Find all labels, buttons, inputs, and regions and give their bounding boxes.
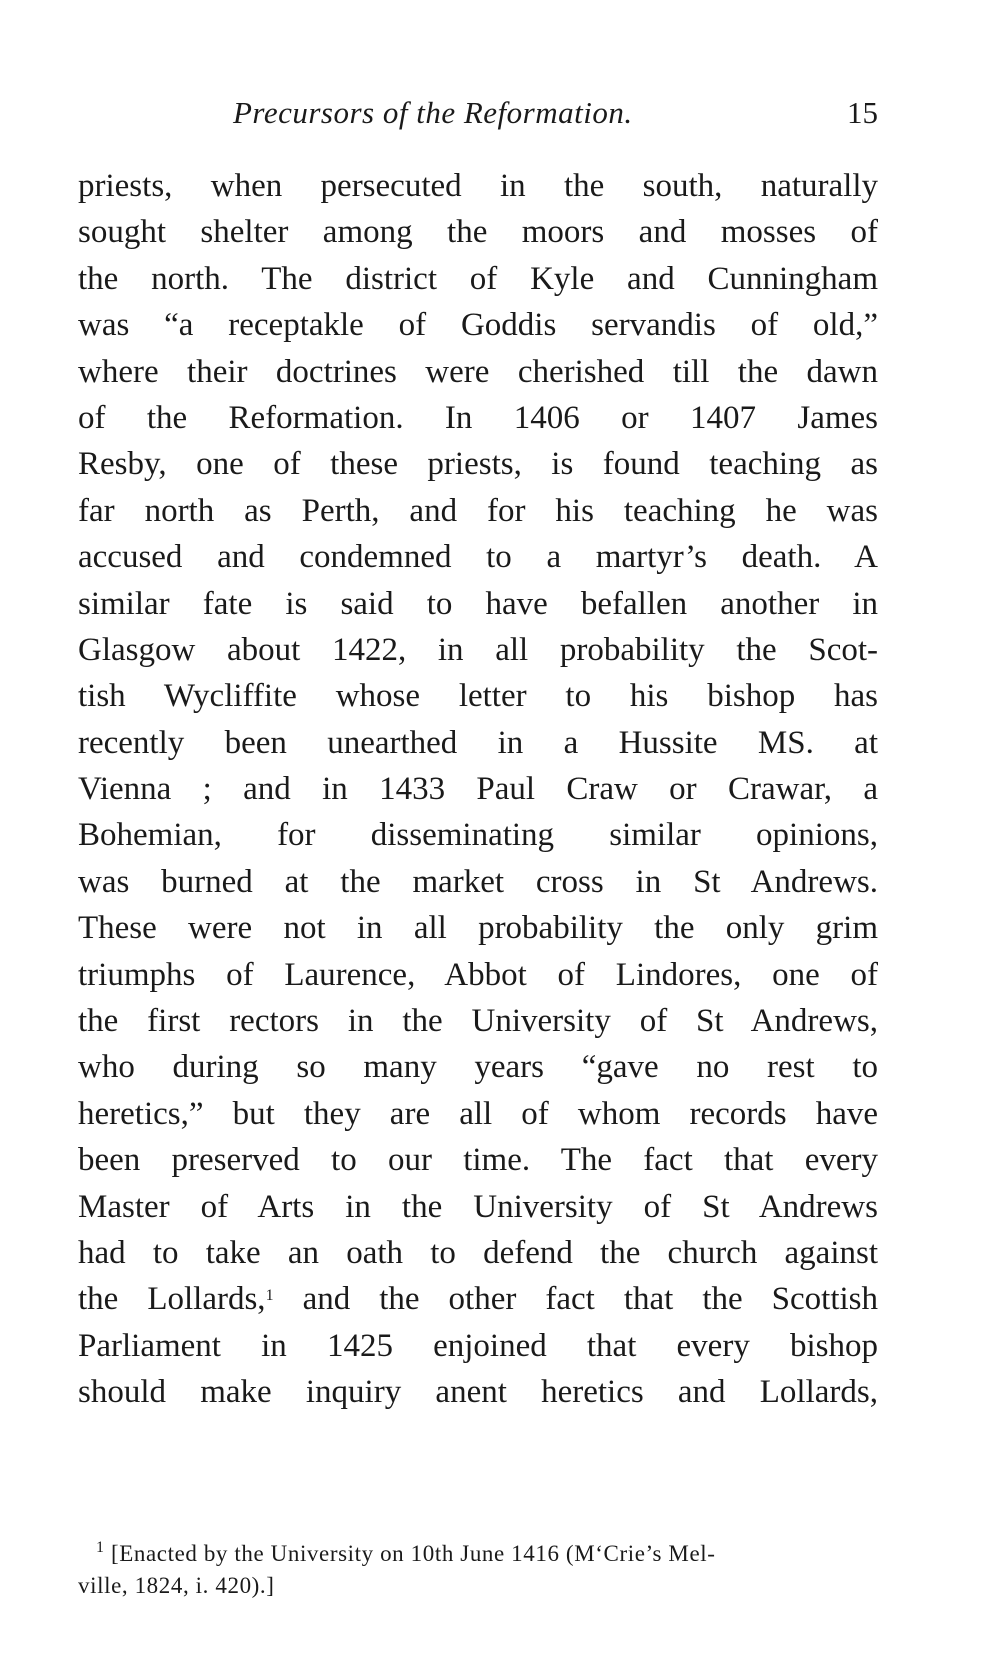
running-title: Precursors of the Reformation. bbox=[233, 95, 633, 130]
text-line: far north as Perth, and for his teaching he was bbox=[78, 492, 878, 529]
text-line: These were not in all probability the only grim bbox=[78, 910, 878, 947]
text-line: tish Wycliffite whose letter to his bishop has bbox=[78, 678, 878, 715]
footnote-marker: 1 bbox=[96, 1539, 105, 1556]
text-line: Glasgow about 1422, in all probability the Scot- bbox=[78, 631, 878, 668]
text-segment: the Lollards, bbox=[78, 1281, 266, 1318]
text-segment: and the other fact that the Scottish bbox=[273, 1281, 878, 1318]
page-number: 15 bbox=[847, 95, 878, 130]
footnote-reference: 1 bbox=[265, 1287, 274, 1305]
footnote bbox=[78, 1538, 878, 1602]
text-line: Parliament in 1425 enjoined that every bishop bbox=[78, 1327, 878, 1364]
footnote-line bbox=[78, 1538, 878, 1570]
text-line: triumphs of Laurence, Abbot of Lindores, one of bbox=[78, 956, 878, 993]
text-line: Resby, one of these priests, is found teaching as bbox=[78, 446, 878, 483]
text-line: was burned at the market cross in St Andrews. bbox=[78, 863, 878, 900]
body-text bbox=[78, 163, 878, 1416]
text-line: the first rectors in the University of St Andrews, bbox=[78, 1003, 878, 1040]
text-line: Vienna ; and in 1433 Paul Craw or Crawar, a bbox=[78, 771, 878, 808]
text-line-with-footnote-ref bbox=[78, 1276, 878, 1322]
page-header bbox=[78, 95, 878, 135]
text-line: the north. The district of Kyle and Cunningham bbox=[78, 260, 878, 297]
text-line: heretics,” but they are all of whom records have bbox=[78, 1095, 878, 1132]
text-line: Bohemian, for disseminating similar opinions, bbox=[78, 817, 878, 854]
text-line: Master of Arts in the University of St Andrews bbox=[78, 1188, 878, 1225]
footnote-line: ville, 1824, i. 420).] bbox=[78, 1573, 275, 1598]
text-line: had to take an oath to defend the church against bbox=[78, 1234, 878, 1271]
text-line: priests, when persecuted in the south, naturally bbox=[78, 168, 878, 204]
text-line: who during so many years “gave no rest to bbox=[78, 1049, 878, 1086]
text-line: of the Reformation. In 1406 or 1407 James bbox=[78, 399, 878, 436]
text-line: accused and condemned to a martyr’s death. A bbox=[78, 539, 878, 576]
text-line: should make inquiry anent heretics and Lollards, bbox=[78, 1374, 878, 1411]
text-line: recently been unearthed in a Hussite MS. at bbox=[78, 724, 878, 761]
text-line: sought shelter among the moors and mosses of bbox=[78, 214, 878, 251]
text-line: been preserved to our time. The fact that every bbox=[78, 1142, 878, 1179]
text-line: where their doctrines were cherished till the dawn bbox=[78, 353, 878, 390]
text-line: was “a receptakle of Goddis servandis of old,” bbox=[78, 307, 878, 344]
text-line: similar fate is said to have befallen another in bbox=[78, 585, 878, 622]
footnote-text: [Enacted by the University on 10th June 1416 (M‘Crie’s Mel- bbox=[104, 1541, 716, 1566]
